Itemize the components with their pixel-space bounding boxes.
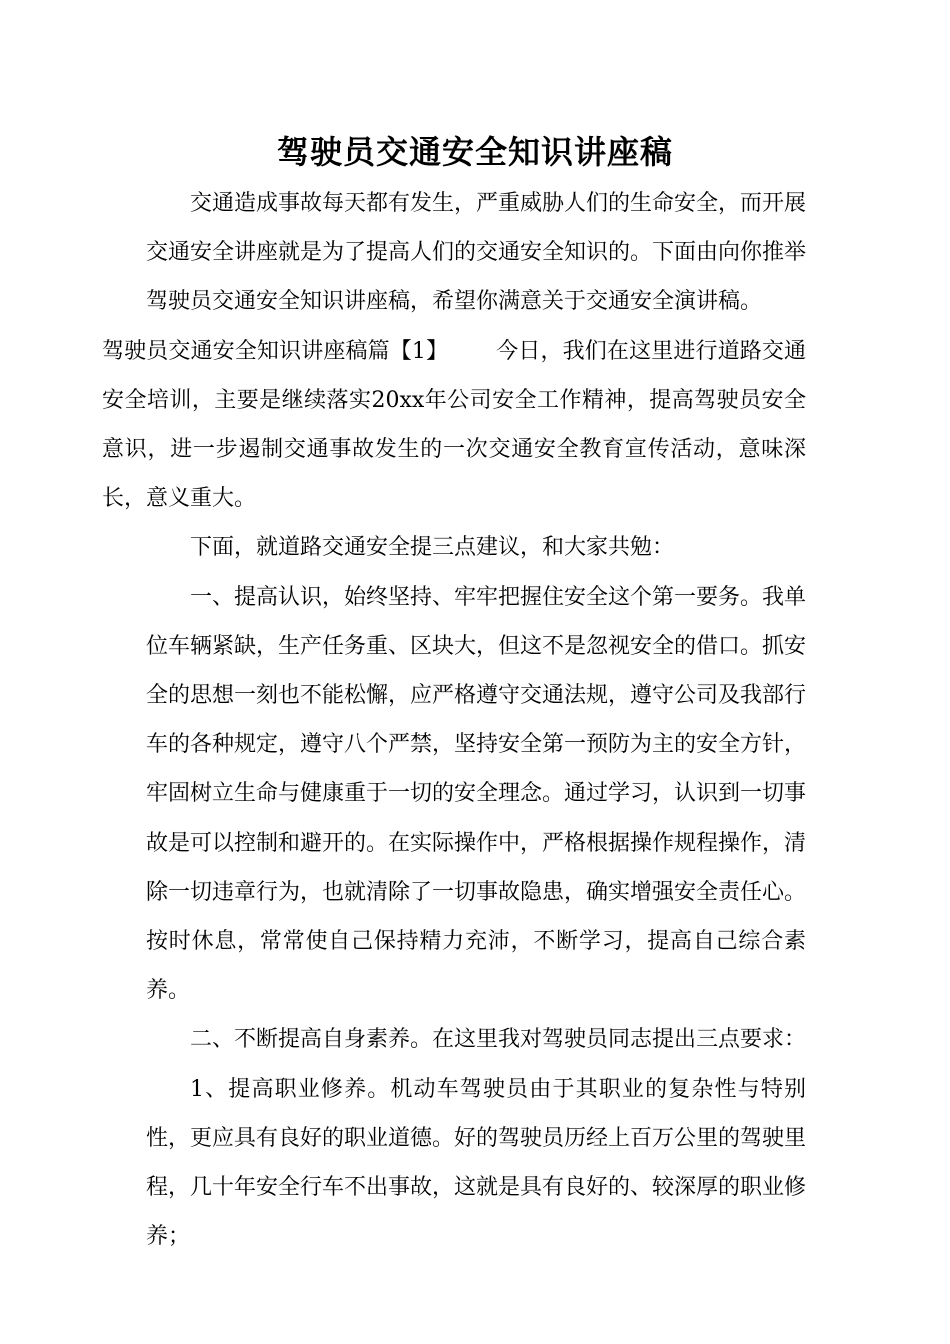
intro-paragraph (102, 179, 807, 523)
paragraph-3: 二、不断提高自身素养。在这里我对驾驶员同志提出三点要求： (190, 1027, 807, 1053)
document-body (102, 179, 807, 1261)
section-heading: 驾驶员交通安全知识讲座稿篇【1】 (102, 338, 449, 364)
paragraph-4: 1、提高职业修养。机动车驾驶员由于其职业的复杂性与特别性，更应具有良好的职业道德。好的驾驶员历经上百万公里的驾驶里程，几十年安全行车不出事故，这就是具有良好的、较深厚的职业修养； (146, 1076, 807, 1250)
paragraph-2: 一、提高认识，始终坚持、牢牢把握住安全这个第一要务。我单位车辆紧缺，生产任务重、区块大，但这不是忽视安全的借口。抓安全的思想一刻也不能松懈，应严格遵守交通法规，遵守公司及我部行车的各种规定，遵守八个严禁，坚持安全第一预防为主的安全方针，牢固树立生命与健康重于一切的安全理念。通过学习，认识到一切事故是可以控制和避开的。在实际操作中，严格根据操作规程操作，清除一切违章行为，也就清除了一切事故隐患，确实增强安全责任心。按时休息，常常使自己保持精力充沛，不断学习，提高自己综合素养。 (146, 584, 807, 1004)
paragraph-1: 下面，就道路交通安全提三点建议，和大家共勉： (190, 535, 675, 561)
section-first-paragraph: 今日，我们在这里进行道路交通安全培训，主要是继续落实20xx年公司安全工作精神，提高驾驶员安全意识，进一步遏制交通事故发生的一次交通安全教育宣传活动，意味深长，意义重大。 (102, 338, 806, 512)
intro-text: 交通造成事故每天都有发生，严重威胁人们的生命安全，而开展交通安全讲座就是为了提高人们的交通安全知识的。下面由向你推举驾驶员交通安全知识讲座稿，希望你满意关于交通安全演讲稿。 (146, 191, 807, 315)
document-title: 驾驶员交通安全知识讲座稿 (276, 133, 673, 171)
